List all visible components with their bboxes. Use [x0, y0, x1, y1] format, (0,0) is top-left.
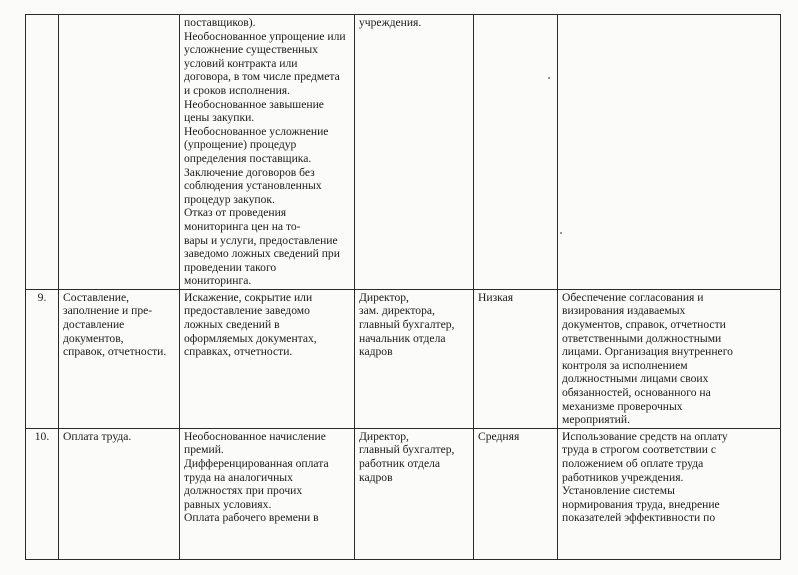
cell-text-line: договора, в том числе предмета [184, 70, 340, 84]
cell-text: Средняя [478, 429, 520, 443]
row-number-cell [26, 289, 59, 428]
cell-text-line: Необоснованное начисление [184, 429, 326, 443]
cell-text-line: процедур закупок. [184, 192, 275, 206]
cell-text-line: цены закупки. [184, 111, 255, 125]
risk-level-cell [474, 428, 558, 559]
cell-text: 10. [34, 429, 50, 443]
positions-cell [355, 428, 474, 559]
cell-text-line: главный бухгалтер, [359, 318, 455, 332]
cell-text-line: Дифференцированная оплата [184, 457, 329, 470]
corruption-risk-cell [180, 15, 355, 290]
cell-text-line: кадров [359, 470, 393, 484]
cell-text-line: Директор, [359, 290, 409, 304]
cell-text-line: Оплата труда. [63, 429, 132, 443]
cell-text-line: премий. [184, 443, 224, 457]
cell-text-line: Оплата рабочего времени в [184, 511, 319, 525]
table-row [26, 15, 781, 290]
cell-text-line: заполнение и пре- [63, 304, 153, 318]
cell-text-line: мониторинга. [184, 274, 252, 288]
cell-text-line: труда на аналогичных [184, 470, 293, 484]
cell-text-line: Необоснованное усложнение [184, 124, 329, 138]
risk-level-cell [474, 289, 558, 428]
cell-text-line: Составление, [63, 290, 130, 304]
scan-speck [560, 232, 562, 234]
process-cell [59, 289, 180, 428]
corruption-risk-cell [180, 289, 355, 428]
cell-text-line: определения поставщика. [184, 151, 312, 165]
cell-text-line: заведомо ложных сведений при [184, 247, 340, 261]
cell-text-line: предоставление заведомо [184, 304, 310, 318]
cell-text-line: должностях при прочих [184, 484, 303, 498]
cell-text-line: соблюдения установленных [184, 179, 322, 193]
cell-text-line: Установление системы [562, 484, 675, 498]
table-row [26, 289, 781, 428]
cell-text-line: оформляемых документах, [184, 331, 317, 345]
corruption-risk-cell [180, 428, 355, 559]
cell-text-line: Необоснованное завышение [184, 97, 324, 111]
cell-text-line: кадров [359, 345, 393, 359]
positions-cell [355, 289, 474, 428]
cell-text-line: механизме проверочных [562, 399, 683, 413]
process-cell [59, 15, 180, 290]
cell-text-line: мониторинга цен на то- [184, 219, 301, 233]
cell-text-line: Искажение, сокрытие или [184, 290, 313, 304]
cell-text-line: работник отдела [359, 457, 441, 470]
cell-text-line: положением об оплате труда [562, 457, 704, 470]
cell-text-line: зам. директора, [359, 304, 435, 318]
cell-text-line: обязанностей, основанного на [562, 386, 711, 400]
cell-text-line: (упрощение) процедур [184, 138, 297, 152]
cell-text-line: контроля за исполнением [562, 358, 688, 372]
cell-text-line: Необоснованное упрощение или [184, 29, 346, 43]
cell-text-line: учреждения. [359, 16, 422, 29]
cell-text-line: справок, отчетности. [63, 345, 167, 359]
cell-text-line: труда в строгом соответствии с [562, 443, 717, 457]
cell-text-line: визирования издаваемых [562, 304, 686, 318]
cell-text-line: мероприятий. [562, 413, 630, 427]
cell-text-line: поставщиков). [184, 16, 256, 29]
cell-text-line: Использование средств на оплату [562, 429, 728, 443]
cell-text-line: начальник отдела [359, 331, 446, 345]
cell-text-line: нормирования труда, внедрение [562, 497, 720, 511]
cell-text-line: должностными лицами своих [562, 372, 709, 386]
cell-text-line: главный бухгалтер, [359, 443, 455, 457]
cell-text: Низкая [478, 290, 514, 304]
cell-text-line: и сроков исполнения. [184, 83, 291, 97]
cell-text-line: вары и услуги, предоставление [184, 233, 338, 247]
cell-text-line: Отказ от проведения [184, 206, 287, 220]
cell-text-line: доставление [63, 318, 125, 332]
scan-speck [548, 77, 550, 79]
cell-text-line: Заключение договоров без [184, 165, 315, 179]
cell-text-line: усложнение существенных [184, 43, 318, 57]
cell-text-line: документов, [63, 331, 124, 345]
cell-text-line: ложных сведений в [184, 318, 280, 332]
process-cell [59, 428, 180, 559]
cell-text-line: равных условиях. [184, 497, 272, 511]
measures-cell [558, 15, 781, 290]
positions-cell [355, 15, 474, 290]
row-number-cell [26, 15, 59, 290]
cell-text-line: проведении такого [184, 260, 277, 274]
cell-text-line: ответственными должностными [562, 331, 722, 345]
cell-text-line: Обеспечение согласования и [562, 290, 704, 304]
cell-text-line: документов, справок, отчетности [562, 318, 726, 332]
table-row [26, 428, 781, 559]
row-number-cell [26, 428, 59, 559]
cell-text-line: работников учреждения. [562, 470, 684, 484]
cell-text-line: Директор, [359, 429, 409, 443]
cell-text: 9. [37, 290, 47, 304]
measures-cell [558, 289, 781, 428]
cell-text-line: показателей эффективности по [562, 511, 716, 525]
cell-text-line: условий контракта или [184, 56, 298, 70]
corruption-risk-table [25, 14, 781, 560]
cell-text-line: лицами. Организация внутреннего [562, 345, 733, 359]
risk-level-cell [474, 15, 558, 290]
measures-cell [558, 428, 781, 559]
cell-text-line: справках, отчетности. [184, 345, 293, 359]
